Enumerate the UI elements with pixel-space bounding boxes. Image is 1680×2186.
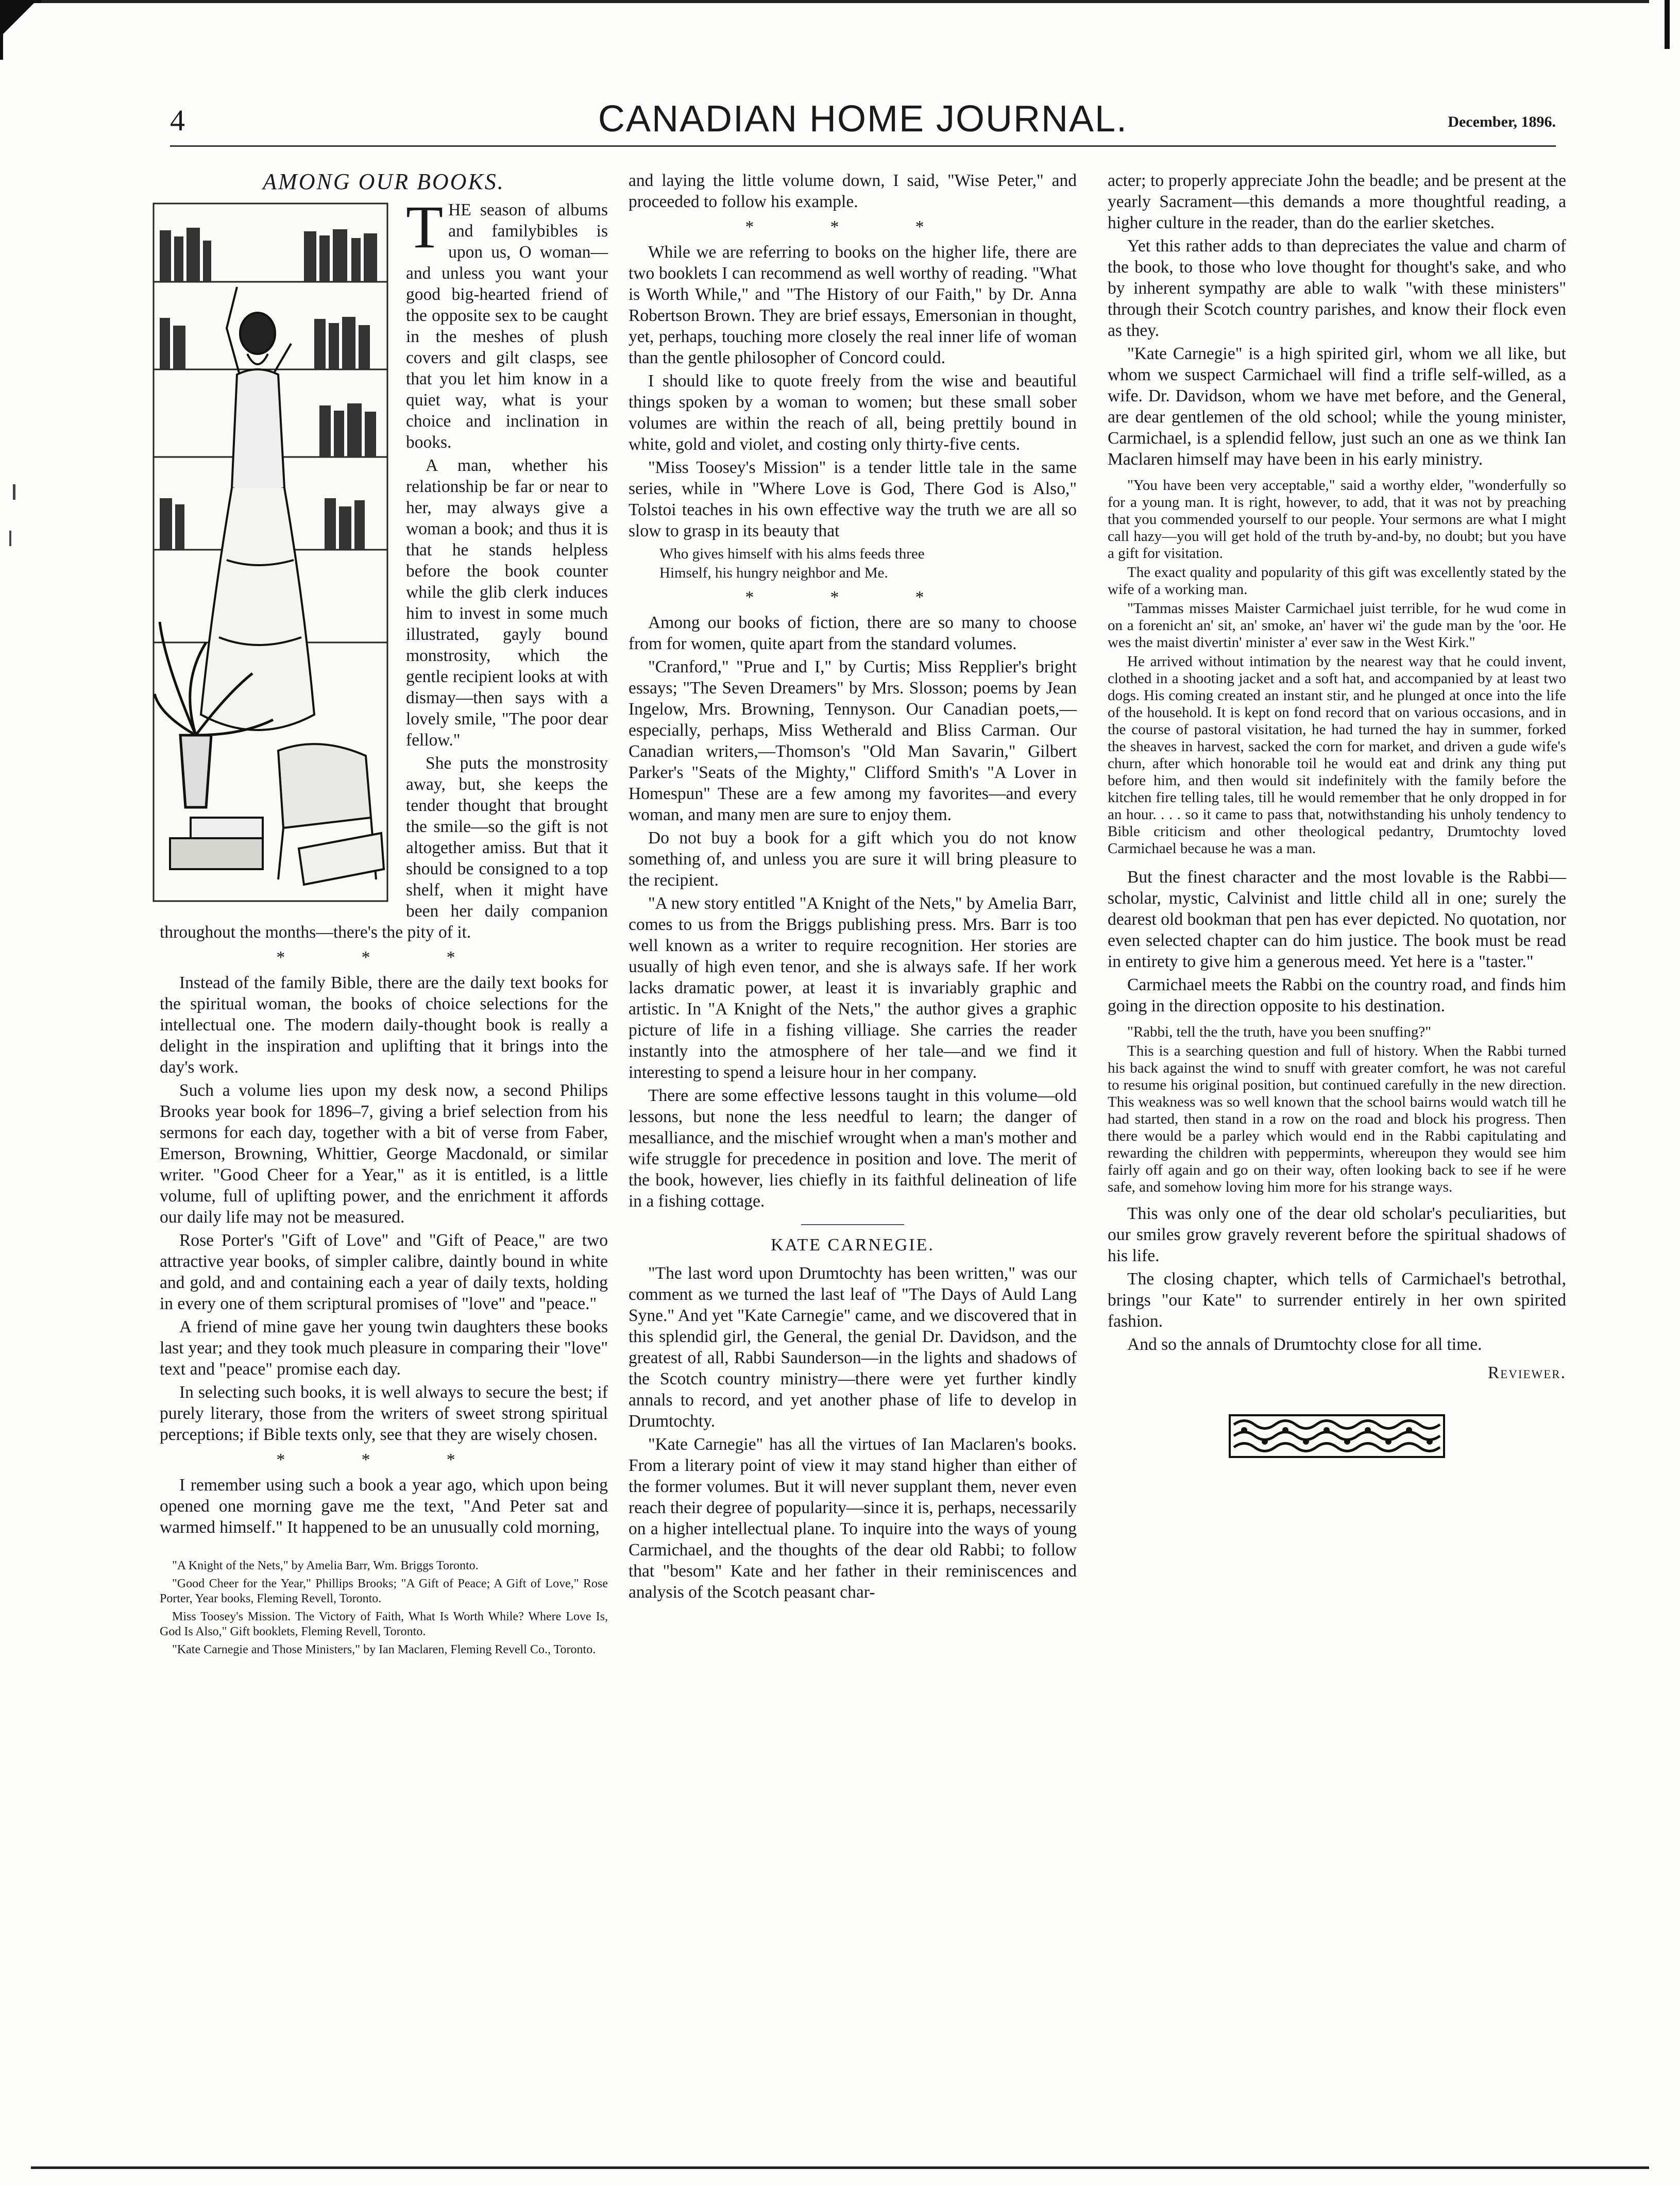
paragraph: HE season of albums and familybibles is upon us, O woman—and unless you want your good big-hearted friend of the opposite sex to be caught in the meshes of plush covers and gilt clasps, see that you let him know in a quiet way, what is your choice and inclination in books. — [406, 200, 608, 452]
footnote: "A Knight of the Nets," by Amelia Barr, Wm. Briggs Toronto. — [172, 1559, 479, 1572]
section-break: * * * — [276, 948, 491, 967]
paragraph: The exact quality and popularity of this gift was excellently stated by the wife of a working man. — [1108, 564, 1566, 598]
paragraph: "Tammas misses Maister Carmichael juist terrible, for he wud come in on a forenicht an' sit, an' smoke, an' haver wi' the gude man by the 'oor. He wes the maist divertin' minister a' ever saw in the West Kirk." — [1108, 600, 1566, 651]
paragraph: Do not buy a book for a gift which you do not know something of, and unless you are sure it will bring pleasure to the recipient. — [629, 828, 1077, 890]
footnote: "Kate Carnegie and Those Ministers," by Ian Maclaren, Fleming Revell Co., Toronto. — [172, 1643, 596, 1656]
drop-cap: T — [406, 193, 444, 261]
paragraph: There are some effective lessons taught in this volume—old lessons, but none the less needful to learn; the danger of mesalliance, and the mischief wrought when a man's mother and wife struggle for precedence in position and love. The merit of the book, however, lies chiefly in its faithful delineation of life in a fishing cottage. — [629, 1086, 1077, 1211]
paragraph: "Rabbi, tell the the truth, have you been snuffing?" — [1127, 1024, 1432, 1040]
paragraph: "Miss Toosey's Mission" is a tender little tale in the same series, while in "Where Love is God, There God is Also," Tolstoi teaches in his own effective way the truth we are all so slow to grasp in its beauty that — [629, 458, 1077, 540]
margin-speck — [13, 484, 15, 500]
bottom-edge-rule — [31, 2166, 1649, 2169]
footnote: "Good Cheer for the Year," Phillips Brooks; "A Gift of Peace; A Gift of Love," Rose Porter, Year books, Fleming Revell, Toronto. — [160, 1577, 608, 1605]
paragraph: This is a searching question and full of history. When the Rabbi turned his back against the wind to snuff with greater comfort, he was not careful to resume his original position, but continued carefully in the new direction. This weakness was so well known that the school bairns would watch till he had started, then stand in a row on the road and block his progress. Then there would be a parley which would end in the Rabbi capitulating and rewarding the children with peppermints, whereupon they would see him fairly off again and go on their way, often looking back to see if he were safe, and somehow loving him more for his strange ways. — [1108, 1043, 1566, 1195]
paragraph: While we are referring to books on the higher life, there are two booklets I can recommend as well worthy of reading. "What is Worth While," and "The History of our Faith," by Dr. Anna Robertson Brown. They are brief essays, Emersonian in thought, yet, perhaps, touching more closely the real inner life of woman than the gentle philosopher of Concord could. — [629, 243, 1077, 367]
section-break: * * * — [745, 217, 960, 236]
top-edge-rule — [41, 0, 1649, 3]
paragraph: Yet this rather adds to than depreciates the value and charm of the book, to those who love thought for thought's sake, and who by inherent sympathy are able to walk "with these ministers" through their Scotch country parishes, and know their flock even as they. — [1108, 236, 1566, 340]
section-break: * * * — [276, 1450, 491, 1469]
decorative-ornament — [1229, 1414, 1445, 1458]
right-edge-mark — [1665, 0, 1670, 49]
paragraph: Such a volume lies upon my desk now, a second Philips Brooks year book for 1896–7, giving a brief selection from his sermons for each day, together with a bit of verse from Faber, Emerson, Browning, Whittier, George Macdonald, or similar writer. "Good Cheer for a Year," as it is entitled, is a little volume, full of uplifting power, and the enrichment it affords our daily life may not be measured. — [160, 1081, 608, 1227]
footnote: Miss Toosey's Mission. The Victory of Faith, What Is Worth While? Where Love Is, God Is Also," Gift booklets, Fleming Revell, Toronto. — [160, 1610, 608, 1638]
paragraph: "Cranford," "Prue and I," by Curtis; Miss Repplier's bright essays; "The Seven Dreamers" by Mrs. Slosson; poems by Jean Ingelow, Mrs. Browning, Tennyson. Our Canadian poets,—especially, perhaps, Miss Wetherald and Bliss Carman. Our Canadian writers,—Thomson's "Old Man Savarin," Gilbert Parker's "Seats of the Mighty," Clifford Smith's "A Lover in Homespun" These are a few among my favorites—and every woman, and many men are sure to enjoy them. — [629, 657, 1077, 824]
paragraph: This was only one of the dear old scholar's peculiarities, but our smiles grow gravely reverent before the spiritual shadows of his life. — [1108, 1204, 1566, 1265]
paragraph: Among our books of fiction, there are so many to choose from for women, quite apart from the standard volumes. — [629, 613, 1077, 653]
paragraph: Carmichael meets the Rabbi on the country road, and finds him going in the direction opposite to his destination. — [1108, 975, 1566, 1015]
paragraph: And so the annals of Drumtochty close for all time. — [1127, 1335, 1482, 1354]
woman-at-bookshelf-illustration — [149, 199, 392, 905]
section-divider — [801, 1224, 904, 1225]
journal-title: CANADIAN HOME JOURNAL. — [598, 98, 1128, 140]
paragraph: "Kate Carnegie" has all the virtues of Ian Maclaren's books. From a literary point of view it may stand higher than either of the former volumes. But it will never supplant them, never even reach their degree of popularity—since it is, perhaps, necessarily on a higher intellectual plane. To inquire into the ways of young Carmichael, and the thoughts of the dear old Rabbi; to follow that "besom" Kate and her father in their reminiscences and analysis of the Scotch peasant char- — [629, 1435, 1077, 1602]
column-2 — [629, 170, 1077, 1605]
paragraph: Instead of the family Bible, there are the daily text books for the spiritual woman, the books of choice selections for the intellectual one. The modern daily-thought book is really a delight in the inspiration and uplifting that it brings into the day's work. — [160, 973, 608, 1077]
paragraph: He arrived without intimation by the nearest way that he could invent, clothed in a shooting jacket and a soft hat, and accompanied by at least two dogs. His coming created an instant stir, and he plunged at once into the life of the household. It is kept on fond record that on various occasions, and in the course of pastoral visitation, he had turned the hay in summer, forked the sheaves in harvest, sacked the corn for market, and driven a gude wife's churn, after which honorable toil he would eat and drink any thing put before him, and then would sit indefinitely with the family before the kitchen fire telling tales, till he would remember that he only dropped in for an hour. . . . so it came to pass that, notwithstanding his unholy tendency to Bible criticism and other theological pedantry, Drumtochty loved Carmichael because he was a man. — [1108, 653, 1566, 857]
scan-corner-mark — [0, 0, 44, 60]
paragraph: acter; to properly appreciate John the beadle; and be present at the yearly Sacrament—this demands a more thoughtful reading, a higher culture in the reader, than do the earlier sketches. — [1108, 171, 1566, 232]
paragraph: In selecting such books, it is well always to secure the best; if purely literary, those from the writers of sweet strong spiritual perceptions; if Bible texts only, see that they are wisely chosen. — [160, 1383, 608, 1444]
margin-speck — [9, 531, 11, 546]
paragraph: She puts the monstrosity away, but, she keeps the tender thought that brought the smile—so the gift is not altogether amiss. But that it should be consigned to a top shelf, when it might have been her daily companion throughout the months—there's the pity of it. — [160, 754, 608, 942]
masthead-rule — [170, 145, 1556, 147]
paragraph: and laying the little volume down, I said, "Wise Peter," and proceeded to follow his example. — [629, 171, 1077, 211]
verse-line: Himself, his hungry neighbor and Me. — [659, 565, 888, 581]
column-1 — [160, 170, 608, 1660]
paragraph: A friend of mine gave her young twin daughters these books last year; and they took much pleasure in comparing their "love" text and "peace" promise each day. — [160, 1317, 608, 1379]
verse-quote — [659, 546, 1077, 582]
paragraph: "A new story entitled "A Knight of the Nets," by Amelia Barr, comes to us from the Briggs publishing press. Mrs. Barr is too well known as a writer to require recognition. Her stories are usually of high even tenor, and she is always safe. If her work lacks dramatic power, at least it is invariably graphic and artistic. In "A Knight of the Nets," the author gives a graphic picture of life in a fishing villiage. She carries the reader instantly into the atmosphere of her tale—and we find it interesting to spend a leisure hour in her company. — [629, 894, 1077, 1082]
footnotes — [160, 1558, 608, 1657]
paragraph: I should like to quote freely from the wise and beautiful things spoken by a woman to women; but these small sober volumes are within the reach of all, being prettily bound in white, gold and violet, and costing only thirty-five cents. — [629, 371, 1077, 454]
paragraph: The closing chapter, which tells of Carmichael's betrothal, brings "our Kate" to surrender entirely in her own spirited fashion. — [1108, 1269, 1566, 1331]
page-number: 4 — [170, 104, 185, 137]
masthead — [170, 98, 1556, 140]
paragraph: "Kate Carnegie" is a high spirited girl, whom we all like, but whom we suspect Carmichael will find a trifle self-willed, as a wife. Dr. Davidson, whom we have met before, and the General, are dear gentlemen of the old school; while the young minister, Carmichael, is a splendid fellow, just such an one as we think Ian Maclaren himself may have been in his early ministry. — [1108, 344, 1566, 469]
verse-line: Who gives himself with his alms feeds three — [659, 546, 925, 562]
section-break: * * * — [745, 588, 960, 607]
column-3 — [1108, 170, 1566, 1458]
paragraph: But the finest character and the most lovable is the Rabbi—scholar, mystic, Calvinist and little child all in one; surely the dearest old bookman that pen has ever depicted. No quotation, nor even selected chapter can do him justice. The book must be read in entirety to give him a generous meed. Yet here is a "taster." — [1108, 868, 1566, 971]
subsection-title: KATE CARNEGIE. — [771, 1235, 935, 1255]
issue-date: December, 1896. — [1448, 113, 1556, 130]
paragraph: "The last word upon Drumtochty has been written," was our comment as we turned the last leaf of "The Days of Auld Lang Syne." And yet "Kate Carnegie" came, and we discovered that in this splendid girl, the General, the genial Dr. Davidson, and the greatest of all, Rabbi Saunderson—in the lights and shadows of the Scotch country ministry—there were yet further kindly annals to record, and yet another phase of life to develop in Drumtochty. — [629, 1264, 1077, 1431]
section-title: AMONG OUR BOOKS. — [263, 169, 505, 194]
paragraph: "You have been very acceptable," said a worthy elder, "wonderfully so for a young man. It is right, however, to add, that it was not by preaching that you commended yourself to our people. Your sermons are what I might call hazy—you will get hold of the truth by-and-by, no doubt; but you have a gift for visitation. — [1108, 477, 1566, 562]
paragraph: I remember using such a book a year ago, which upon being opened one morning gave me the text, "And Peter sat and warmed himself." It happened to be an unusually cold morning, — [160, 1476, 608, 1537]
paragraph: A man, whether his relationship be far or near to her, may always give a woman a book; and thus it is that he stands helpless before the book counter while the glib clerk induces him to invest in some much illustrated, gayly bound monstrosity, which the gentle recipient looks at with dismay—then says with a lovely smile, "The poor dear fellow." — [406, 456, 608, 750]
signature: Reviewer. — [1487, 1363, 1566, 1382]
paragraph: Rose Porter's "Gift of Love" and "Gift of Peace," are two attractive year books, of simpler calibre, daintly bound in white and gold, and and containing each a year of daily texts, holding in every one of them scriptural promises of "love" and "peace." — [160, 1231, 608, 1313]
